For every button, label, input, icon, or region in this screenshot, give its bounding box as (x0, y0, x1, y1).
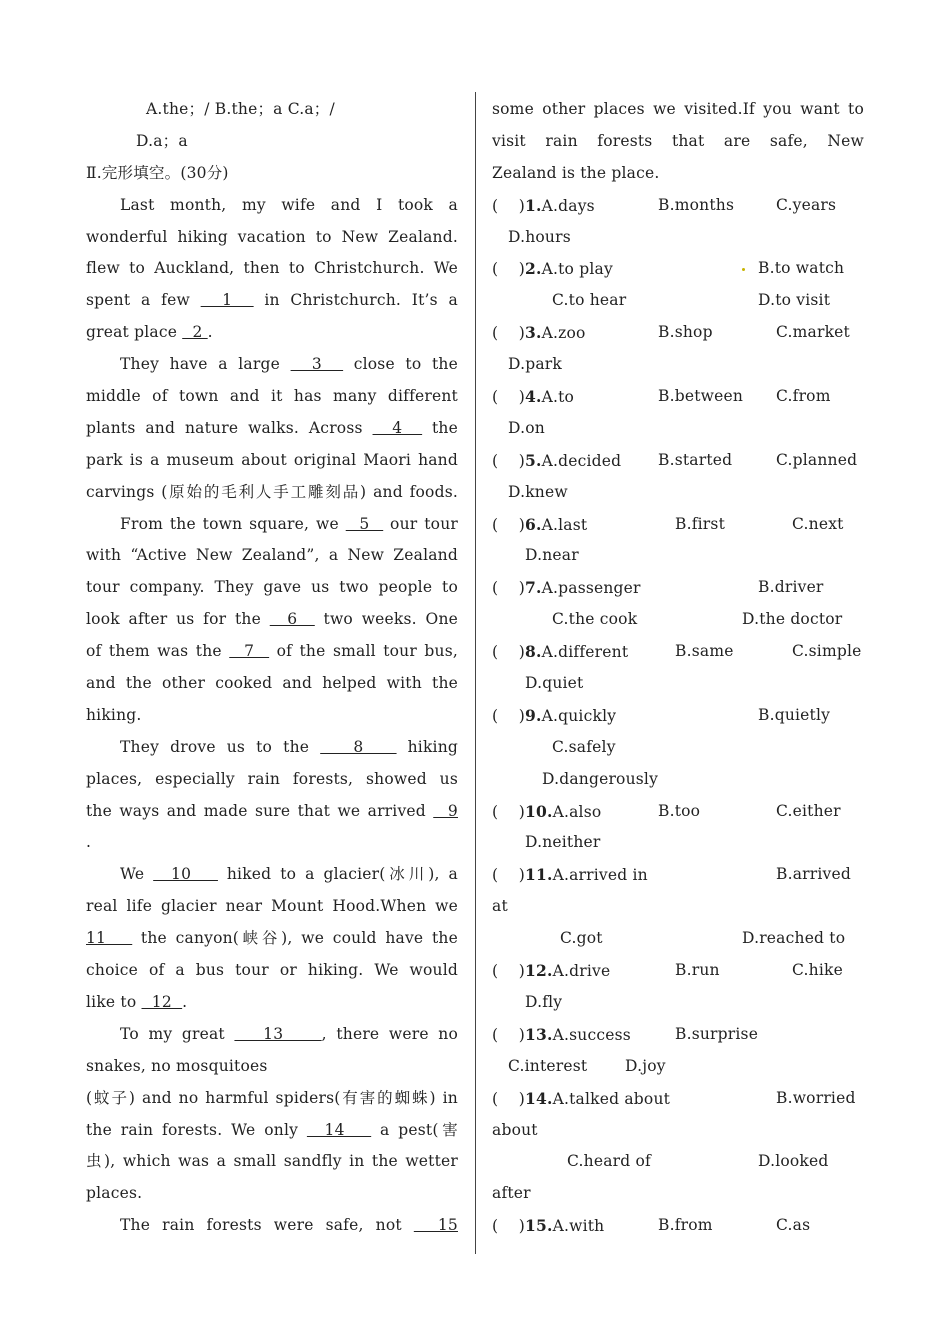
question-number: 13. (525, 1024, 553, 1044)
option-b: B.too (658, 801, 701, 820)
question-number: 1. (525, 195, 542, 215)
passage-line: . (86, 833, 92, 852)
option-a: A.success (552, 1025, 631, 1044)
passage-line: flew to Auckland, then to Christchurch. We (86, 259, 458, 278)
prev-options-line-2: D.a；a (136, 131, 188, 150)
question-number: 12. (525, 961, 553, 981)
option-c: C.simple (792, 642, 862, 661)
blank-13: 13 (234, 1024, 322, 1043)
answer-paren: ( ) (492, 388, 526, 407)
answer-paren: ( ) (492, 643, 526, 662)
question-14-cont (492, 1115, 864, 1147)
section-title: Ⅱ.完形填空。(30分) (86, 163, 229, 182)
passage-line: They have a large 3 close to the (120, 355, 458, 374)
answer-paren: ( ) (492, 260, 526, 279)
answer-paren: ( ) (492, 451, 526, 470)
question-number: 15. (525, 1216, 553, 1236)
option-c: C.got (560, 929, 603, 948)
option-b: B.from (658, 1216, 713, 1235)
option-b: B.months (658, 195, 735, 214)
option-a: A.quickly (541, 706, 617, 725)
option-d: D.near (525, 546, 579, 565)
option-b-cont: at (492, 897, 508, 916)
option-c: C.from (776, 387, 831, 406)
option-d: D.to visit (758, 291, 831, 310)
passage-line: visit rain forests that are safe, New (492, 131, 864, 150)
option-d: D.on (508, 418, 545, 437)
question-7-cont (492, 604, 864, 636)
question-number: 7. (525, 578, 542, 598)
question-13-cont (492, 1051, 864, 1083)
prev-options-line-1: A.the；/ B.the；a C.a；/ (146, 100, 335, 118)
option-d: D.park (508, 355, 562, 374)
passage-line: 虫), which was a small sandfly in the wetter (86, 1152, 458, 1171)
passage-line: the rain forests. We only 14 a pest(害 (86, 1120, 458, 1139)
passage-line: snakes, no mosquitoes (86, 1056, 268, 1075)
passage-line: Last month, my wife and I took a (120, 195, 458, 214)
question-12 (492, 955, 864, 987)
option-d: D.dangerously (542, 769, 659, 788)
option-b: B.shop (658, 323, 713, 342)
blank-8: 8 (320, 737, 397, 756)
option-a: A.arrived in (552, 866, 648, 885)
option-a: A.to play (541, 260, 613, 279)
option-a: A.talked about (552, 1089, 671, 1108)
question-14-cont (492, 1146, 864, 1178)
blank-1: 1 (200, 291, 254, 310)
passage-line: 11 the canyon(峡谷), we could have the (86, 929, 458, 948)
question-1-cont (492, 222, 864, 254)
option-d: D.neither (525, 833, 601, 852)
option-a: A.decided (541, 451, 622, 470)
option-a: A.passenger (541, 579, 641, 598)
passage-line: park is a museum about original Maori hand (86, 450, 458, 469)
option-d: D.the doctor (742, 610, 843, 629)
passage-line: spent a few 1 in Christchurch. It’s a (86, 291, 458, 310)
option-a: A.with (552, 1217, 605, 1236)
question-number: 2. (525, 259, 542, 279)
left-column (86, 94, 458, 1242)
passage-line: great place 2 . (86, 323, 213, 342)
passage-line: The rain forests were safe, not 15 (120, 1216, 458, 1235)
question-4 (492, 381, 864, 413)
option-b: B.first (675, 514, 726, 533)
blank-9: 9 (433, 801, 458, 820)
answer-paren: ( ) (492, 515, 526, 534)
option-c: C.hike (792, 961, 843, 980)
option-d: D.joy (625, 1056, 666, 1075)
option-b: B.arrived (776, 865, 851, 884)
passage-line: Zealand is the place. (492, 163, 660, 182)
question-number: 8. (525, 642, 542, 662)
option-a: A.days (541, 196, 595, 215)
passage-line: tour company. They gave us two people to (86, 578, 458, 597)
passage-line: carvings (原始的毛利人手工雕刻品) and foods. (86, 482, 458, 501)
question-6-cont (492, 540, 864, 572)
question-10-cont (492, 827, 864, 859)
question-14 (492, 1083, 864, 1115)
blank-4: 4 (372, 418, 423, 437)
question-10 (492, 796, 864, 828)
ink-dot (742, 268, 745, 271)
question-number: 10. (525, 801, 553, 821)
passage-line: look after us for the 6 two weeks. One (86, 610, 458, 629)
option-b: B.surprise (675, 1024, 759, 1043)
option-c: C.the cook (552, 610, 638, 629)
question-3 (492, 317, 864, 349)
question-number: 9. (525, 705, 542, 725)
question-1 (492, 190, 864, 222)
question-number: 3. (525, 323, 542, 343)
option-a: A.also (552, 802, 602, 821)
answer-paren: ( ) (492, 324, 526, 343)
option-c: C.years (776, 195, 837, 214)
blank-6: 6 (269, 610, 315, 629)
passage-line: They drove us to the 8 hiking (120, 737, 458, 756)
option-d: D.reached to (742, 929, 846, 948)
option-d: D.hours (508, 227, 571, 246)
question-14-cont (492, 1178, 864, 1210)
option-b: B.quietly (758, 705, 831, 724)
passage-line: From the town square, we 5 our tour (120, 514, 458, 533)
passage-line: hiking. (86, 705, 142, 724)
passage-line: wonderful hiking vacation to New Zealand. (86, 227, 458, 246)
question-9 (492, 700, 864, 732)
question-8-cont (492, 668, 864, 700)
question-15 (492, 1210, 864, 1242)
option-b: B.same (675, 642, 734, 661)
passage-line: real life glacier near Mount Hood.When we (86, 897, 458, 916)
blank-3: 3 (290, 355, 344, 374)
option-b: B.started (658, 450, 733, 469)
passage-line: some other places we visited.If you want to (492, 100, 864, 118)
passage-line: the ways and made sure that we arrived 9 (86, 801, 458, 820)
option-b-cont: about (492, 1120, 538, 1139)
question-5 (492, 445, 864, 477)
option-c: C.safely (552, 737, 616, 756)
answer-paren: ( ) (492, 706, 526, 725)
question-11-cont (492, 923, 864, 955)
passage-line: and the other cooked and helped with the (86, 674, 458, 693)
question-9-cont (492, 732, 864, 764)
question-8 (492, 636, 864, 668)
blank-12: 12 (141, 992, 183, 1011)
option-b: B.worried (776, 1088, 856, 1107)
option-c: C.as (776, 1216, 811, 1235)
blank-15: 15 (413, 1216, 458, 1235)
question-number: 6. (525, 514, 542, 534)
option-a: A.zoo (541, 324, 586, 343)
blank-14: 14 (306, 1120, 372, 1139)
passage-line: with “Active New Zealand”, a New Zealand (86, 546, 458, 565)
passage-line: choice of a bus tour or hiking. We would (86, 961, 458, 980)
option-d: D.knew (508, 482, 568, 501)
answer-paren: ( ) (492, 196, 526, 215)
option-c: C.planned (776, 450, 858, 469)
passage-line: We 10 hiked to a glacier(冰川), a (120, 865, 458, 884)
blank-7: 7 (229, 642, 270, 661)
passage-line: places, especially rain forests, showed us (86, 769, 458, 788)
question-5-cont (492, 477, 864, 509)
question-13 (492, 1019, 864, 1051)
answer-paren: ( ) (492, 962, 526, 981)
option-c: C.interest (508, 1056, 588, 1075)
question-number: 5. (525, 450, 542, 470)
blank-10: 10 (153, 865, 218, 884)
question-6 (492, 509, 864, 541)
option-c: C.to hear (552, 291, 627, 310)
question-11 (492, 859, 864, 891)
option-d: D.quiet (525, 674, 584, 693)
blank-11: 11 (86, 929, 133, 948)
passage-line: of them was the 7 of the small tour bus, (86, 642, 458, 661)
answer-paren: ( ) (492, 579, 526, 598)
question-number: 4. (525, 387, 542, 407)
question-12-cont (492, 987, 864, 1019)
question-11-cont (492, 891, 864, 923)
option-c: C.either (776, 801, 841, 820)
passage-line: middle of town and it has many different (86, 387, 458, 406)
option-a: A.last (541, 515, 588, 534)
option-b: B.to watch (758, 259, 845, 278)
option-c: C.next (792, 514, 844, 533)
passage-line: (蚊子) and no harmful spiders(有害的蜘蛛) in (86, 1088, 458, 1107)
option-c: C.heard of (567, 1152, 651, 1171)
question-number: 14. (525, 1088, 553, 1108)
question-2-cont (492, 285, 864, 317)
option-d-cont: after (492, 1184, 531, 1203)
option-a: A.drive (552, 962, 611, 981)
question-7 (492, 572, 864, 604)
option-b: B.run (675, 961, 720, 980)
blank-2: 2 (182, 323, 208, 342)
question-number: 11. (525, 865, 553, 885)
question-4-cont (492, 413, 864, 445)
option-b: B.driver (758, 578, 824, 597)
passage-line: places. (86, 1184, 143, 1203)
passage-line: To my great 13 , there were no (120, 1024, 458, 1043)
answer-paren: ( ) (492, 866, 526, 885)
right-column (492, 94, 864, 1242)
option-d: D.looked (758, 1152, 829, 1171)
passage-line: like to 12 . (86, 992, 188, 1011)
option-c: C.market (776, 323, 850, 342)
option-a: A.different (541, 643, 629, 662)
option-a: A.to (541, 388, 575, 407)
question-3-cont (492, 349, 864, 381)
answer-paren: ( ) (492, 1217, 526, 1236)
answer-paren: ( ) (492, 1025, 526, 1044)
question-9-cont (492, 764, 864, 796)
option-b: B.between (658, 387, 744, 406)
answer-paren: ( ) (492, 802, 526, 821)
passage-line: plants and nature walks. Across 4 the (86, 418, 458, 437)
column-divider (475, 92, 476, 1254)
blank-5: 5 (345, 514, 384, 533)
answer-paren: ( ) (492, 1089, 526, 1108)
option-d: D.fly (525, 992, 563, 1011)
question-2 (492, 253, 864, 285)
